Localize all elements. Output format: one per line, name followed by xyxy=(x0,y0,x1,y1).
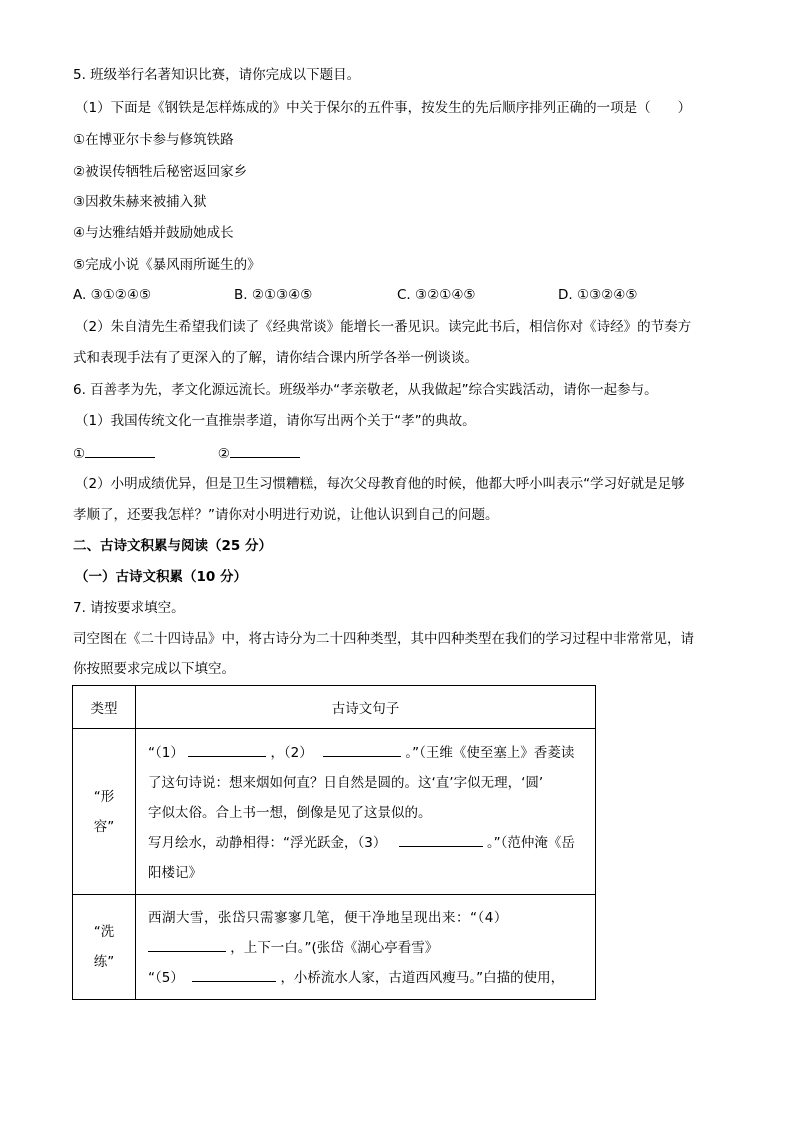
header-type: 类型 xyxy=(73,686,136,729)
blank-2[interactable] xyxy=(323,742,401,757)
sentence-line: 阳楼记》 xyxy=(148,864,202,881)
type-label-line: “洗 xyxy=(93,924,115,940)
q5-option-d: D. ①③②④⑤ xyxy=(558,287,638,303)
q5-event-3: ③因救朱赫来被捕入狱 xyxy=(73,194,207,210)
sentence-line: “（1） ，（2） 。”（王维《使至塞上》香菱读 xyxy=(148,738,587,768)
q5-event-2: ②被误传牺牲后秘密返回家乡 xyxy=(73,164,248,180)
q6-blank2[interactable] xyxy=(230,443,300,458)
sentence-line: 字似太俗。合上书一想，倒像是见了这景似的。 xyxy=(148,804,432,821)
q5-title: 5. 班级举行名著知识比赛，请你完成以下题目。 xyxy=(73,67,361,83)
q7-intro-line1: 司空图在《二十四诗品》中，将古诗分为二十四种类型，其中四种类型在我们的学习过程中非常常见，请 xyxy=(73,631,694,647)
q6-blank1[interactable] xyxy=(85,443,155,458)
q6-blanks xyxy=(73,443,300,464)
q7-intro-line2: 你按照要求完成以下填空。 xyxy=(73,661,235,677)
type-label-line: 容” xyxy=(93,818,115,835)
q6-sub2-line2: 孝顺了，还要我怎样？”请你对小明进行劝说，让他认识到自己的问题。 xyxy=(73,507,499,523)
section2-heading: 二、古诗文积累与阅读（25 分） xyxy=(73,538,272,554)
table-header-row xyxy=(73,686,596,729)
q5-option-a: A. ③①②④⑤ xyxy=(73,287,152,303)
q5-sub2-line2: 式和表现手法有了更深入的了解，请你结合课内所学各举一例谈谈。 xyxy=(73,350,478,366)
q6-title: 6. 百善孝为先，孝文化源远流长。班级举办“孝亲敬老，从我做起”综合实践活动，请你一起参与。 xyxy=(73,382,658,398)
type-xingrong xyxy=(73,729,136,895)
sentence-line: 写月绘水，动静相得：“浮光跃金，（3） 。”（范仲淹《岳 xyxy=(148,828,587,858)
q5-event-5: ⑤完成小说《暴风雨所诞生的》 xyxy=(73,257,261,273)
q5-event-1: ①在博亚尔卡参与修筑铁路 xyxy=(73,132,234,148)
blank-5[interactable] xyxy=(192,967,276,982)
q5-option-c: C. ③②①④⑤ xyxy=(397,287,476,303)
type-label-line: “形 xyxy=(93,788,115,805)
sentences-xilian xyxy=(136,895,596,1000)
q6-sub2-line1: （2）小明成绩优异，但是卫生习惯糟糕，每次父母教育他的时候，他都大呼小叫表示“学习好就是足够 xyxy=(75,476,685,492)
q6-blank1-label: ① xyxy=(73,446,86,462)
sentence-line: 了这句诗说：想来烟如何直？日自然是圆的。这‘直’字似无理，‘圆’ xyxy=(148,774,544,791)
section2-subheading: （一）古诗文积累（10 分） xyxy=(75,569,247,585)
type-xilian xyxy=(73,895,136,1000)
type-label-line: 练” xyxy=(93,954,115,970)
q5-event-4: ④与达雅结婚并鼓励她成长 xyxy=(73,225,234,241)
table-row xyxy=(73,895,596,1000)
blank-4[interactable] xyxy=(148,937,226,952)
q6-sub1: （1）我国传统文化一直推崇孝道，请你写出两个关于“孝”的典故。 xyxy=(75,413,476,429)
q6-blank2-label: ② xyxy=(217,446,230,462)
table-row xyxy=(73,729,596,895)
sentences-xingrong xyxy=(136,729,596,895)
sentence-line: 西湖大雪，张岱只需寥寥几笔，便干净地呈现出来：“（4） xyxy=(148,910,508,926)
q5-option-b: B. ②①③④⑤ xyxy=(234,287,313,303)
poem-table xyxy=(72,685,596,1000)
header-sentence: 古诗文句子 xyxy=(136,686,596,729)
sentence-line: “（5） ，小桥流水人家，古道西风瘦马。”白描的使用， xyxy=(148,963,587,993)
q5-sub2-line1: （2）朱自清先生希望我们读了《经典常谈》能增长一番见识。读完此书后，相信你对《诗经》的节奏方 xyxy=(75,319,692,335)
q7-title: 7. 请按要求填空。 xyxy=(73,600,185,616)
q5-sub1: （1）下面是《钢铁是怎样炼成的》中关于保尔的五件事，按发生的先后顺序排列正确的一项是（ ） xyxy=(75,100,692,116)
blank-1[interactable] xyxy=(188,742,266,757)
sentence-line: ，上下一白。”(张岱《湖心亭看雪》 xyxy=(148,933,587,963)
blank-3[interactable] xyxy=(399,832,483,847)
